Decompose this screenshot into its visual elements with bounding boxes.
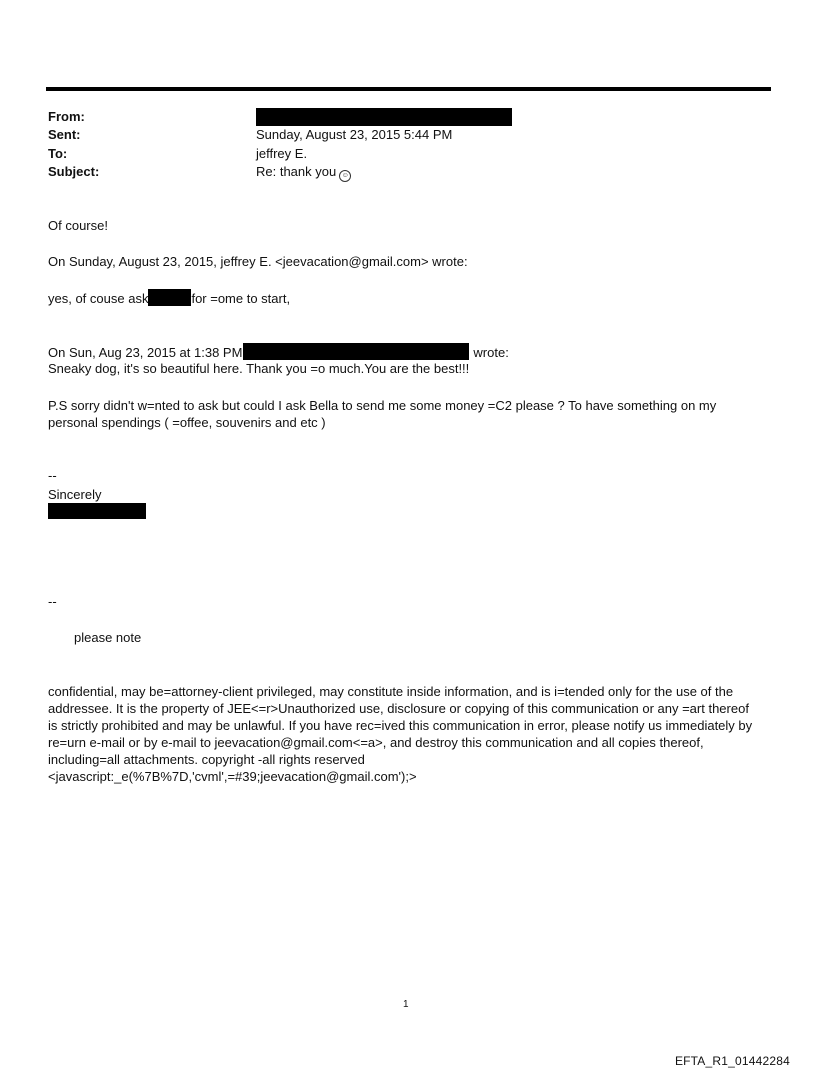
to-value: jeffrey E. [256, 146, 308, 161]
subject-row [256, 163, 351, 182]
redaction-box [48, 503, 146, 519]
smiley-icon: ☺ [339, 170, 351, 182]
subject-value: Re: thank you [256, 164, 337, 179]
footer-separator: -- [48, 594, 57, 609]
please-note: please note [74, 630, 142, 645]
sent-label: Sent: [48, 127, 81, 142]
quoted-message-ps: P.S sorry didn't w=nted to ask but could I ask Bella to send me some money =C2 please ? To have something on my personal spendings ( =offee, souvenirs and etc ) [48, 398, 717, 430]
page-number: 1 [403, 999, 409, 1010]
signature-name-redacted [48, 503, 146, 520]
javascript-link-text: <javascript:_e(%7B%7D,'cvml',=#39;jeevacation@gmail.com');> [48, 769, 417, 784]
document-id: EFTA_R1_01442284 [674, 1054, 790, 1068]
quoted-message-line: Sneaky dog, it's so beautiful here. Thank you =o much.You are the best!!! [48, 361, 470, 376]
signature-text: Sincerely [48, 487, 102, 502]
signature-separator: -- [48, 468, 57, 483]
subject-label: Subject: [48, 164, 100, 179]
from-value-redacted [256, 108, 512, 127]
quoted-header-2-b: wrote: [473, 345, 509, 360]
disclaimer: confidential, may be=attorney-client privileged, may constitute inside information, and is i=tended only for the use of the addressee. It is the property of JEE<=r>Unauthorized use, disclosure or copying of this communication or any =art thereof is strictly prohibited and may be unlawful. If you have rec=ived this communication in error, please notify us immediately by re=urn e-mail or by e-mail to jeevacation@gmail.com<=a>, and destroy this communication and all copies thereof, including=all attachments. copyright -all rights reserved [48, 684, 753, 767]
reply-text-b: for =ome to start, [191, 291, 291, 306]
from-label: From: [48, 109, 85, 124]
redaction-box [243, 343, 469, 360]
redaction-box [256, 108, 512, 126]
to-label: To: [48, 146, 68, 161]
sent-value: Sunday, August 23, 2015 5:44 PM [256, 127, 453, 142]
reply-text-a: yes, of couse ask [48, 291, 149, 306]
body-line-of-course: Of course! [48, 218, 108, 233]
reply-line [48, 289, 290, 307]
quoted-header-2-a: On Sun, Aug 23, 2015 at 1:38 PM [48, 345, 243, 360]
header-rule [46, 87, 771, 91]
quoted-header-1: On Sunday, August 23, 2015, jeffrey E. <jeevacation@gmail.com> wrote: [48, 254, 468, 269]
redaction-box [148, 289, 191, 306]
quoted-header-2 [48, 343, 509, 361]
